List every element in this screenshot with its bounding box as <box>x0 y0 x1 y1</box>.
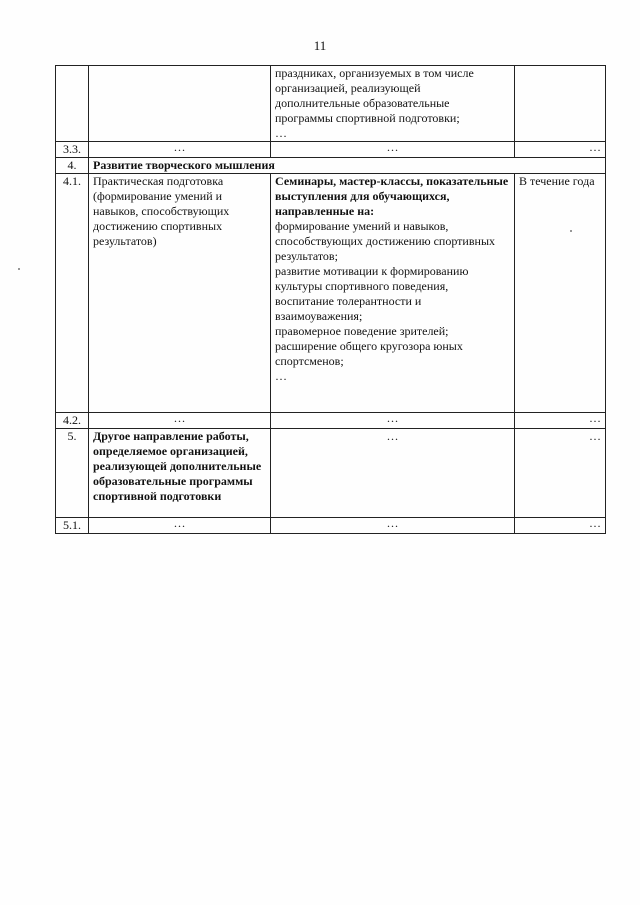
cell-ellipsis: … <box>515 413 606 429</box>
text-line: праздниках, организуемых в том числе <box>275 66 474 80</box>
text-line: … <box>275 369 287 383</box>
table-row-section-4 <box>56 158 606 174</box>
text-line: дополнительные образовательные <box>275 96 450 110</box>
table-row-4-2 <box>56 413 606 429</box>
cell-ellipsis: … <box>271 142 515 158</box>
row-number: 4.2. <box>56 413 89 429</box>
table-row-continued <box>56 66 606 142</box>
cell-empty <box>89 66 271 142</box>
cell-continued-text <box>271 66 515 142</box>
cell-ellipsis: … <box>271 413 515 429</box>
row-number: 4. <box>56 158 89 174</box>
cell-ellipsis: … <box>89 413 271 429</box>
table-row-3-3 <box>56 142 606 158</box>
text-line: программы спортивной подготовки; <box>275 111 460 125</box>
table-row-5-1 <box>56 518 606 534</box>
plan-table <box>55 65 606 534</box>
cell-ellipsis: … <box>515 429 606 518</box>
cell-ellipsis: … <box>89 518 271 534</box>
cell-ellipsis: … <box>89 142 271 158</box>
cell-ellipsis: … <box>515 518 606 534</box>
text-line: … <box>275 126 287 140</box>
cell-num-empty <box>56 66 89 142</box>
text-line: правомерное поведение зрителей; <box>275 324 449 338</box>
page-number: 11 <box>313 38 327 53</box>
row-number: 3.3. <box>56 142 89 158</box>
cell-empty <box>515 66 606 142</box>
text-line: организацией, реализующей <box>275 81 421 95</box>
cell-ellipsis: … <box>515 142 606 158</box>
row-number: 5. <box>56 429 89 518</box>
section-title: Развитие творческого мышления <box>89 158 606 174</box>
events-heading: Семинары, мастер-классы, показательные выступления для обучающихся, направленные на: <box>275 174 509 218</box>
cell-activity: Практическая подготовка (формирование умений и навыков, способствующих достижению спортивных результатов) <box>89 174 271 413</box>
cell-ellipsis: … <box>271 518 515 534</box>
text-line: формирование умений и навыков, способствующих достижению спортивных результатов; <box>275 219 496 263</box>
row-number: 4.1. <box>56 174 89 413</box>
text-line: развитие мотивации к формированию культуры спортивного поведения, воспитание толерантности и взаимоуважения; <box>275 264 469 323</box>
cell-ellipsis: … <box>271 429 515 518</box>
text-line: расширение общего кругозора юных спортсменов; <box>275 339 463 368</box>
table-row-4-1 <box>56 174 606 413</box>
cell-deadline: В течение года <box>515 174 606 413</box>
table-row-5 <box>56 429 606 518</box>
row-number: 5.1. <box>56 518 89 534</box>
cell-other-direction: Другое направление работы, определяемое организацией, реализующей дополнительные образовательные программы спортивной подготовки <box>89 429 271 518</box>
scan-speck <box>18 268 20 270</box>
scan-speck <box>570 230 572 232</box>
cell-events <box>271 174 515 413</box>
